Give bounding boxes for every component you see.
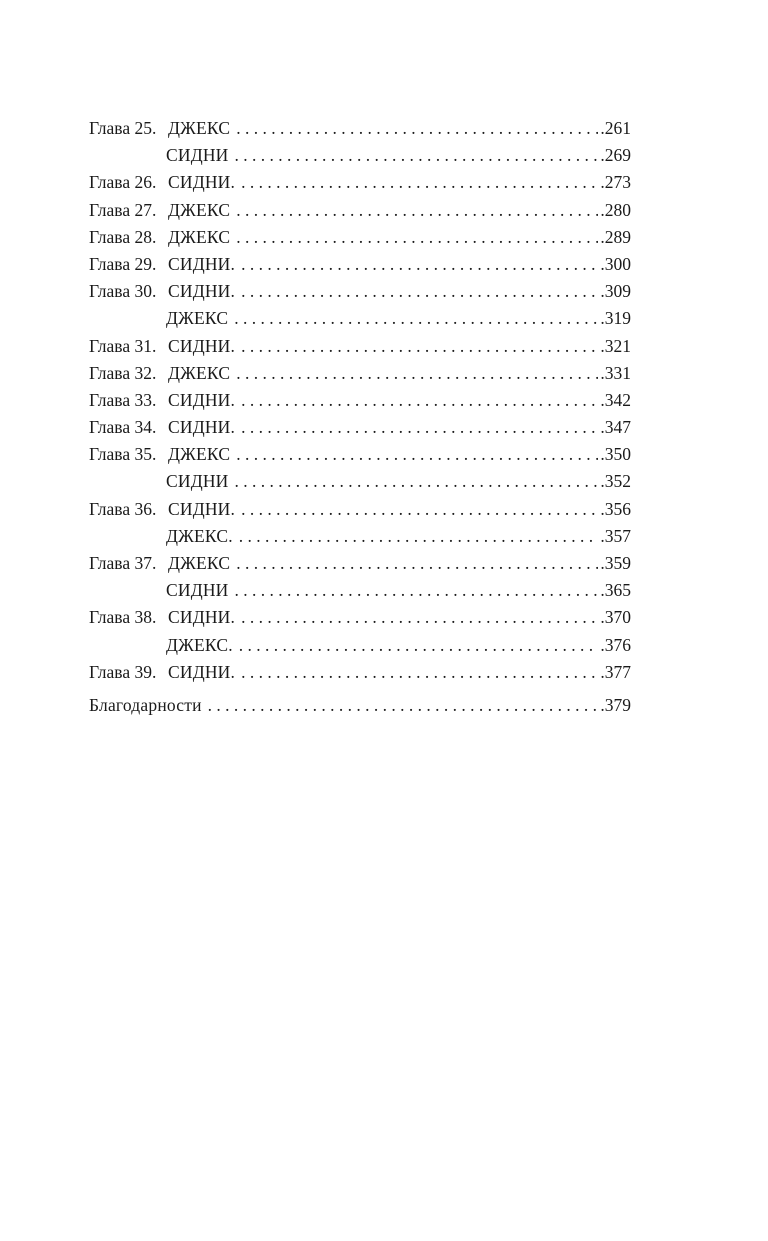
- page-number: .376: [600, 634, 631, 655]
- dot-leader: [236, 115, 598, 142]
- toc-entry: [89, 115, 631, 142]
- dot-leader: [241, 387, 598, 414]
- chapter-number: Глава 33.: [89, 389, 157, 410]
- chapter-title: ДЖЕКС: [168, 444, 231, 465]
- chapter-number: Глава 35.: [89, 444, 157, 465]
- page-number: .319: [600, 308, 631, 329]
- page-number: .379: [600, 694, 631, 715]
- page-number: .331: [600, 362, 631, 383]
- chapter-title: ДЖЕКС: [166, 308, 229, 329]
- toc-entry: [89, 142, 631, 169]
- toc-entry: [89, 659, 631, 686]
- page-number: .321: [600, 335, 631, 356]
- dot-leader: [236, 441, 598, 468]
- dot-leader: [208, 692, 599, 719]
- page-number: .359: [600, 553, 631, 573]
- chapter-title: СИДНИ.: [168, 661, 236, 682]
- dot-leader: [235, 142, 599, 169]
- chapter-title: СИДНИ.: [168, 172, 236, 193]
- page-number: .377: [600, 661, 631, 682]
- chapter-title: СИДНИ.: [168, 253, 236, 274]
- chapter-title: ДЖЕКС.: [166, 634, 233, 655]
- page-number: .273: [600, 172, 631, 193]
- chapter-title: СИДНИ.: [168, 417, 236, 438]
- chapter-number: Глава 26.: [89, 172, 157, 193]
- chapter-title: СИДНИ.: [168, 607, 236, 628]
- dot-leader: [239, 523, 599, 550]
- chapter-number: Глава 30.: [89, 281, 157, 302]
- chapter-title: СИДНИ: [166, 145, 229, 166]
- chapter-title: ДЖЕКС: [168, 199, 231, 220]
- page-number: .342: [600, 389, 631, 410]
- chapter-number: Глава 28.: [89, 226, 157, 247]
- dot-leader: [241, 251, 598, 278]
- page-number: .269: [600, 145, 631, 166]
- chapter-title: ДЖЕКС.: [166, 525, 233, 546]
- chapter-title: ДЖЕКС: [168, 553, 231, 573]
- dot-leader: [236, 550, 598, 577]
- chapter-title: СИДНИ.: [168, 498, 236, 519]
- toc-entry: [89, 224, 631, 251]
- chapter-number: Глава 27.: [89, 199, 157, 220]
- page-number: .352: [600, 471, 631, 492]
- dot-leader: [241, 414, 598, 441]
- dot-leader: [241, 496, 598, 523]
- toc-entry: [89, 278, 631, 305]
- toc-entry-acknowledgements: [89, 692, 631, 719]
- toc-entry: [89, 360, 631, 387]
- chapter-title: СИДНИ.: [168, 389, 236, 410]
- dot-leader: [239, 632, 599, 659]
- chapter-number: Глава 29.: [89, 253, 157, 274]
- chapter-number: Глава 31.: [89, 335, 157, 356]
- toc-entry: [89, 305, 631, 332]
- toc-entry: [89, 387, 631, 414]
- page-number: .280: [600, 199, 631, 220]
- dot-leader: [241, 333, 598, 360]
- chapter-number: Глава 36.: [89, 498, 157, 519]
- toc-entry: [89, 632, 631, 659]
- chapter-number: Глава 38.: [89, 607, 157, 628]
- toc-entry: [89, 577, 631, 604]
- page-number: .309: [600, 281, 631, 302]
- toc-entry: [89, 550, 631, 577]
- chapter-title: СИДНИ: [166, 471, 229, 492]
- chapter-title: ДЖЕКС: [168, 118, 231, 138]
- chapter-title: ДЖЕКС: [168, 226, 231, 247]
- dot-leader: [241, 659, 598, 686]
- acknowledgements-title: Благодарности: [89, 694, 202, 715]
- page-number: .356: [600, 498, 631, 519]
- chapter-title: СИДНИ: [166, 580, 229, 601]
- toc-entry: [89, 604, 631, 631]
- dot-leader: [241, 604, 598, 631]
- table-of-contents: [89, 115, 631, 719]
- dot-leader: [241, 278, 598, 305]
- page-number: .357: [600, 525, 631, 546]
- toc-entry: [89, 169, 631, 196]
- dot-leader: [235, 468, 599, 495]
- dot-leader: [235, 577, 599, 604]
- dot-leader: [241, 169, 598, 196]
- toc-entry: [89, 468, 631, 495]
- dot-leader: [236, 360, 598, 387]
- page-number: .347: [600, 417, 631, 438]
- chapter-title: СИДНИ.: [168, 281, 236, 302]
- toc-entry: [89, 251, 631, 278]
- page-number: .261: [600, 118, 631, 138]
- chapter-number: Глава 39.: [89, 661, 157, 682]
- page-number: .350: [600, 444, 631, 465]
- dot-leader: [236, 224, 598, 251]
- page-number: .300: [600, 253, 631, 274]
- page-number: .365: [600, 580, 631, 601]
- toc-entry: [89, 441, 631, 468]
- toc-entry: [89, 333, 631, 360]
- chapter-number: Глава 34.: [89, 417, 157, 438]
- toc-entry: [89, 197, 631, 224]
- toc-entry: [89, 414, 631, 441]
- chapter-number: Глава 32.: [89, 362, 157, 383]
- chapter-number: Глава 37.: [89, 553, 157, 573]
- chapter-title: ДЖЕКС: [168, 362, 231, 383]
- dot-leader: [234, 305, 598, 332]
- page-number: .289: [600, 226, 631, 247]
- toc-entry: [89, 523, 631, 550]
- chapter-title: СИДНИ.: [168, 335, 236, 356]
- page-number: .370: [600, 607, 631, 628]
- toc-entry: [89, 496, 631, 523]
- chapter-number: Глава 25.: [89, 118, 157, 138]
- dot-leader: [236, 197, 598, 224]
